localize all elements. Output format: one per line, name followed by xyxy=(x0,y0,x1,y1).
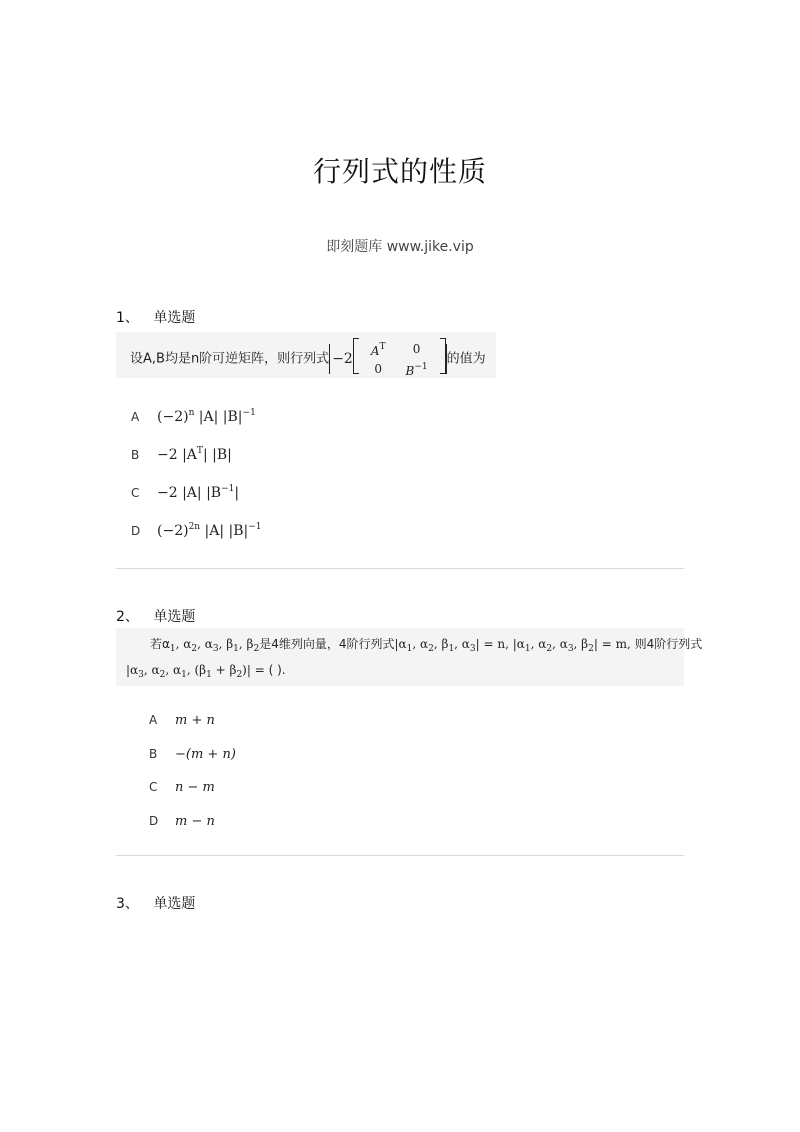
stem-text: 设A,B均是n阶可逆矩阵，则行列式 xyxy=(130,351,330,367)
matrix-a11: A xyxy=(370,344,380,358)
option-expr: | xyxy=(234,485,240,501)
question-3-header xyxy=(116,893,195,913)
matrix-a22: B xyxy=(405,364,415,378)
option-expr: −2 |A xyxy=(157,447,197,463)
stem-coefficient: −2 xyxy=(332,350,353,367)
option-b[interactable] xyxy=(131,446,232,463)
question-2-stem-line1: 若$\alpha_1$, $\alpha_2$, $\alpha_3$, $\beta_1$, $\beta_2$是4维列向量，4阶行列式$|\alpha_1$, $\alpha_2$, $\beta_1$, $\alpha_3| = n$, $|\alpha_1$, $\alpha_2$, $\alpha_3$, $\beta_2| = m$, 则4阶行列式 xyxy=(150,637,703,654)
option-letter: A xyxy=(131,410,140,424)
option-expr: n − m xyxy=(175,780,215,795)
option-d[interactable] xyxy=(149,814,215,828)
option-c[interactable] xyxy=(131,484,239,501)
question-1-header xyxy=(116,307,195,327)
option-letter: D xyxy=(149,814,159,828)
matrix-a12: 0 xyxy=(412,342,421,356)
question-divider xyxy=(116,855,684,856)
option-expr-sup: −1 xyxy=(248,522,262,532)
stem-text: 若α xyxy=(150,637,170,651)
option-expr-sup: T xyxy=(196,446,203,456)
question-divider xyxy=(116,568,684,569)
option-letter: C xyxy=(131,486,140,500)
option-b[interactable] xyxy=(149,747,236,762)
option-expr-sup: 2n xyxy=(188,522,201,532)
question-number: 3、 xyxy=(116,896,139,912)
option-expr-sup: n xyxy=(188,408,195,418)
option-letter: B xyxy=(131,448,140,462)
page-title: 行列式的性质 xyxy=(312,155,487,188)
option-expr: |A| |B| xyxy=(194,409,243,425)
question-2-block xyxy=(116,628,703,835)
option-letter: A xyxy=(149,713,158,727)
option-letter: D xyxy=(131,524,141,538)
stem-text: = ( ). xyxy=(254,663,286,677)
matrix-a21: 0 xyxy=(374,362,382,376)
option-expr: (−2) xyxy=(157,523,189,539)
question-number: 1、 xyxy=(116,310,139,326)
question-number: 2、 xyxy=(116,609,139,625)
option-expr: m + n xyxy=(175,713,215,728)
option-a[interactable] xyxy=(131,408,256,425)
option-letter: B xyxy=(149,747,158,761)
stem-text: 是4维列向量，4阶行列式 xyxy=(259,637,395,651)
question-type: 单选题 xyxy=(153,896,196,912)
option-letter: C xyxy=(149,780,158,794)
matrix-a11-sup: T xyxy=(379,342,386,352)
option-expr: (−2) xyxy=(157,409,189,425)
determinant-bar-left xyxy=(329,344,330,374)
question-1-stem xyxy=(116,332,496,378)
question-type: 单选题 xyxy=(153,310,196,326)
option-expr: |A| |B| xyxy=(200,523,249,539)
option-expr: −2 |A| |B xyxy=(157,485,222,501)
option-d[interactable] xyxy=(131,522,262,539)
question-2-header xyxy=(116,606,195,626)
stem-suffix: 的值为 xyxy=(446,351,486,367)
question-2-stem-line2: $|\alpha_3$, $\alpha_2$, $\alpha_1$, $(\beta_1 + \beta_2)|$ = ( ). xyxy=(126,663,286,680)
option-a[interactable] xyxy=(149,713,215,728)
page-subtitle: 即刻题库 www.jike.vip xyxy=(326,239,474,255)
matrix-a22-sup: −1 xyxy=(414,362,428,372)
option-expr: | |B| xyxy=(202,447,232,463)
option-expr: m − n xyxy=(175,814,215,828)
option-expr-sup: −1 xyxy=(221,484,235,494)
block-matrix xyxy=(353,339,446,379)
option-c[interactable] xyxy=(149,780,215,795)
stem-text: 则4阶行列式 xyxy=(634,637,703,651)
question-type: 单选题 xyxy=(153,609,196,625)
option-expr: −(m + n) xyxy=(175,747,236,762)
option-expr-sup: −1 xyxy=(242,408,256,418)
